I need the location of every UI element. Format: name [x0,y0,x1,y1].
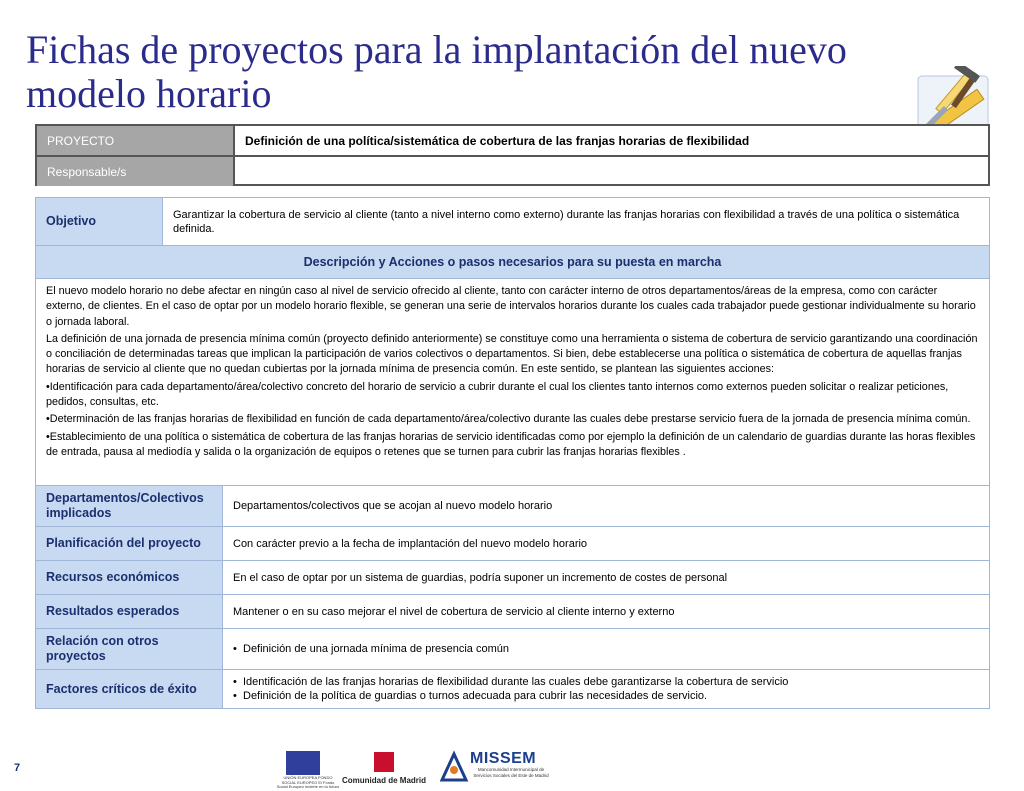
list-item [233,675,979,689]
relacion-row [36,629,989,670]
project-label: PROYECTO [37,126,235,155]
recursos-label: Recursos económicos [36,561,223,594]
bullet-icon: • [233,676,237,688]
departamentos-row [36,486,989,527]
responsables-label: Responsable/s [37,157,235,186]
project-value: Definición de una política/sistemática de cobertura de las franjas horarias de flexibilidad [245,133,750,148]
missem-logo-subtitle: Mancomunidad Intermunicipal de Servicios Sociales del Este de Madrid [473,767,549,778]
objetivo-label: Objetivo [36,198,163,245]
madrid-flag-icon [374,752,394,772]
list-item-text: Definición de la política de guardias o turnos adecuada para cubrir las necesidades de servicio. [243,690,708,702]
resultados-row [36,595,989,629]
missem-mark-icon [440,750,470,784]
factores-value [223,670,989,708]
list-item-text: Definición de una jornada mínima de presencia común [243,643,509,655]
bullet-icon: • [233,643,237,655]
objetivo-value: Garantizar la cobertura de servicio al cliente (tanto a nivel interno como externo) durante las franjas horarias con flexibilidad a través de una política o sistemática definida. [173,208,960,235]
missem-logo [440,746,550,790]
page-title: Fichas de proyectos para la implantación del nuevo modelo horario [26,27,847,116]
eu-logo-text: UNIÓN EUROPEA FONDO SOCIAL EUROPEO El Fondo Social Europeo invierte en tu futuro [276,775,340,789]
objetivo-row [36,198,989,246]
descripcion-paragraph: •Establecimiento de una política o sistemática de cobertura de las franjas horarias de servicio identificadas como por ejemplo la definición de un calendario de guardias durante las horas flexibles de entrada, pausa al mediodía y salida o la organización de equipos o retenes que se turnen para cubrir las franjas horarias flexibles . [46,430,976,458]
responsables-row [37,155,988,186]
descripcion-paragraph: •Identificación para cada departamento/área/colectivo concreto del horario de servicio a cubrir durante el cual los clientes tanto internos como externos pueden solicitar o realizar peticiones, pedidos, consultas, etc. [46,380,949,409]
project-row [37,126,988,155]
project-header-table [35,124,990,186]
list-item [233,689,979,703]
planificacion-label: Planificación del proyecto [36,527,223,560]
eu-flag-icon [286,751,320,775]
descripcion-header: Descripción y Acciones o pasos necesarios para su puesta en marcha [36,246,989,279]
planificacion-value: Con carácter previo a la fecha de implantación del nuevo modelo horario [233,537,588,550]
departamentos-label: Departamentos/Colectivos implicados [36,486,223,526]
descripcion-paragraph: •Determinación de las franjas horarias de flexibilidad en función de cada departamento/área/colectivo durante las cuales debe prestarse servicio fuera de la jornada de presencia mínima común. [46,413,971,426]
bullet-icon: • [233,690,237,702]
relacion-value [223,629,989,669]
responsables-value [235,157,988,186]
descripcion-row [36,279,989,486]
recursos-value: En el caso de optar por un sistema de guardias, podría suponer un incremento de costes de personal [233,571,728,584]
resultados-value: Mantener o en su caso mejorar el nivel de cobertura de servicio al cliente interno y externo [233,605,675,618]
resultados-label: Resultados esperados [36,595,223,628]
list-item [233,642,979,656]
relacion-label: Relación con otros proyectos [36,629,223,669]
missem-logo-name: MISSEM [470,750,537,767]
factores-row [36,670,989,708]
planificacion-row [36,527,989,561]
descripcion-body [36,279,989,485]
eu-logo [276,746,340,790]
descripcion-paragraph: La definición de una jornada de presencia mínima común (proyecto definido anteriormente) se constituye como una herramienta o sistema de cobertura de servicio garantizando una coordinación o conciliación de determinadas tareas que implican la participación de varios colectivos o departamentos. Si bien, debe establecerse una política o sistemática de cobertura de aquellas franjas horarias de servicio al cliente que no quedan cubiertas por la jornada mínima de presencia común. En este sentido, se plantean las siguientes acciones: [46,332,978,376]
factores-label: Factores críticos de éxito [36,670,223,708]
descripcion-paragraph: El nuevo modelo horario no debe afectar en ningún caso al nivel de servicio ofrecido al cliente, tanto con carácter interno de otros departamentos/áreas de la empresa, como con carácter externo, de clientes. En el caso de optar por un modelo horario flexible, se generan una serie de intervalos horarios durante los cuales cada trabajador puede gestionar individualmente su horario o jornada laboral. [46,285,976,328]
list-item-text: Identificación de las franjas horarias de flexibilidad durante las cuales debe garantizarse la cobertura de servicio [243,676,789,688]
comunidad-madrid-logo [336,746,432,790]
project-detail-table [35,197,990,709]
cm-logo-text: Comunidad de Madrid [342,776,426,785]
page-number: 7 [14,762,21,774]
recursos-row [36,561,989,595]
departamentos-value: Departamentos/colectivos que se acojan al nuevo modelo horario [233,500,553,512]
